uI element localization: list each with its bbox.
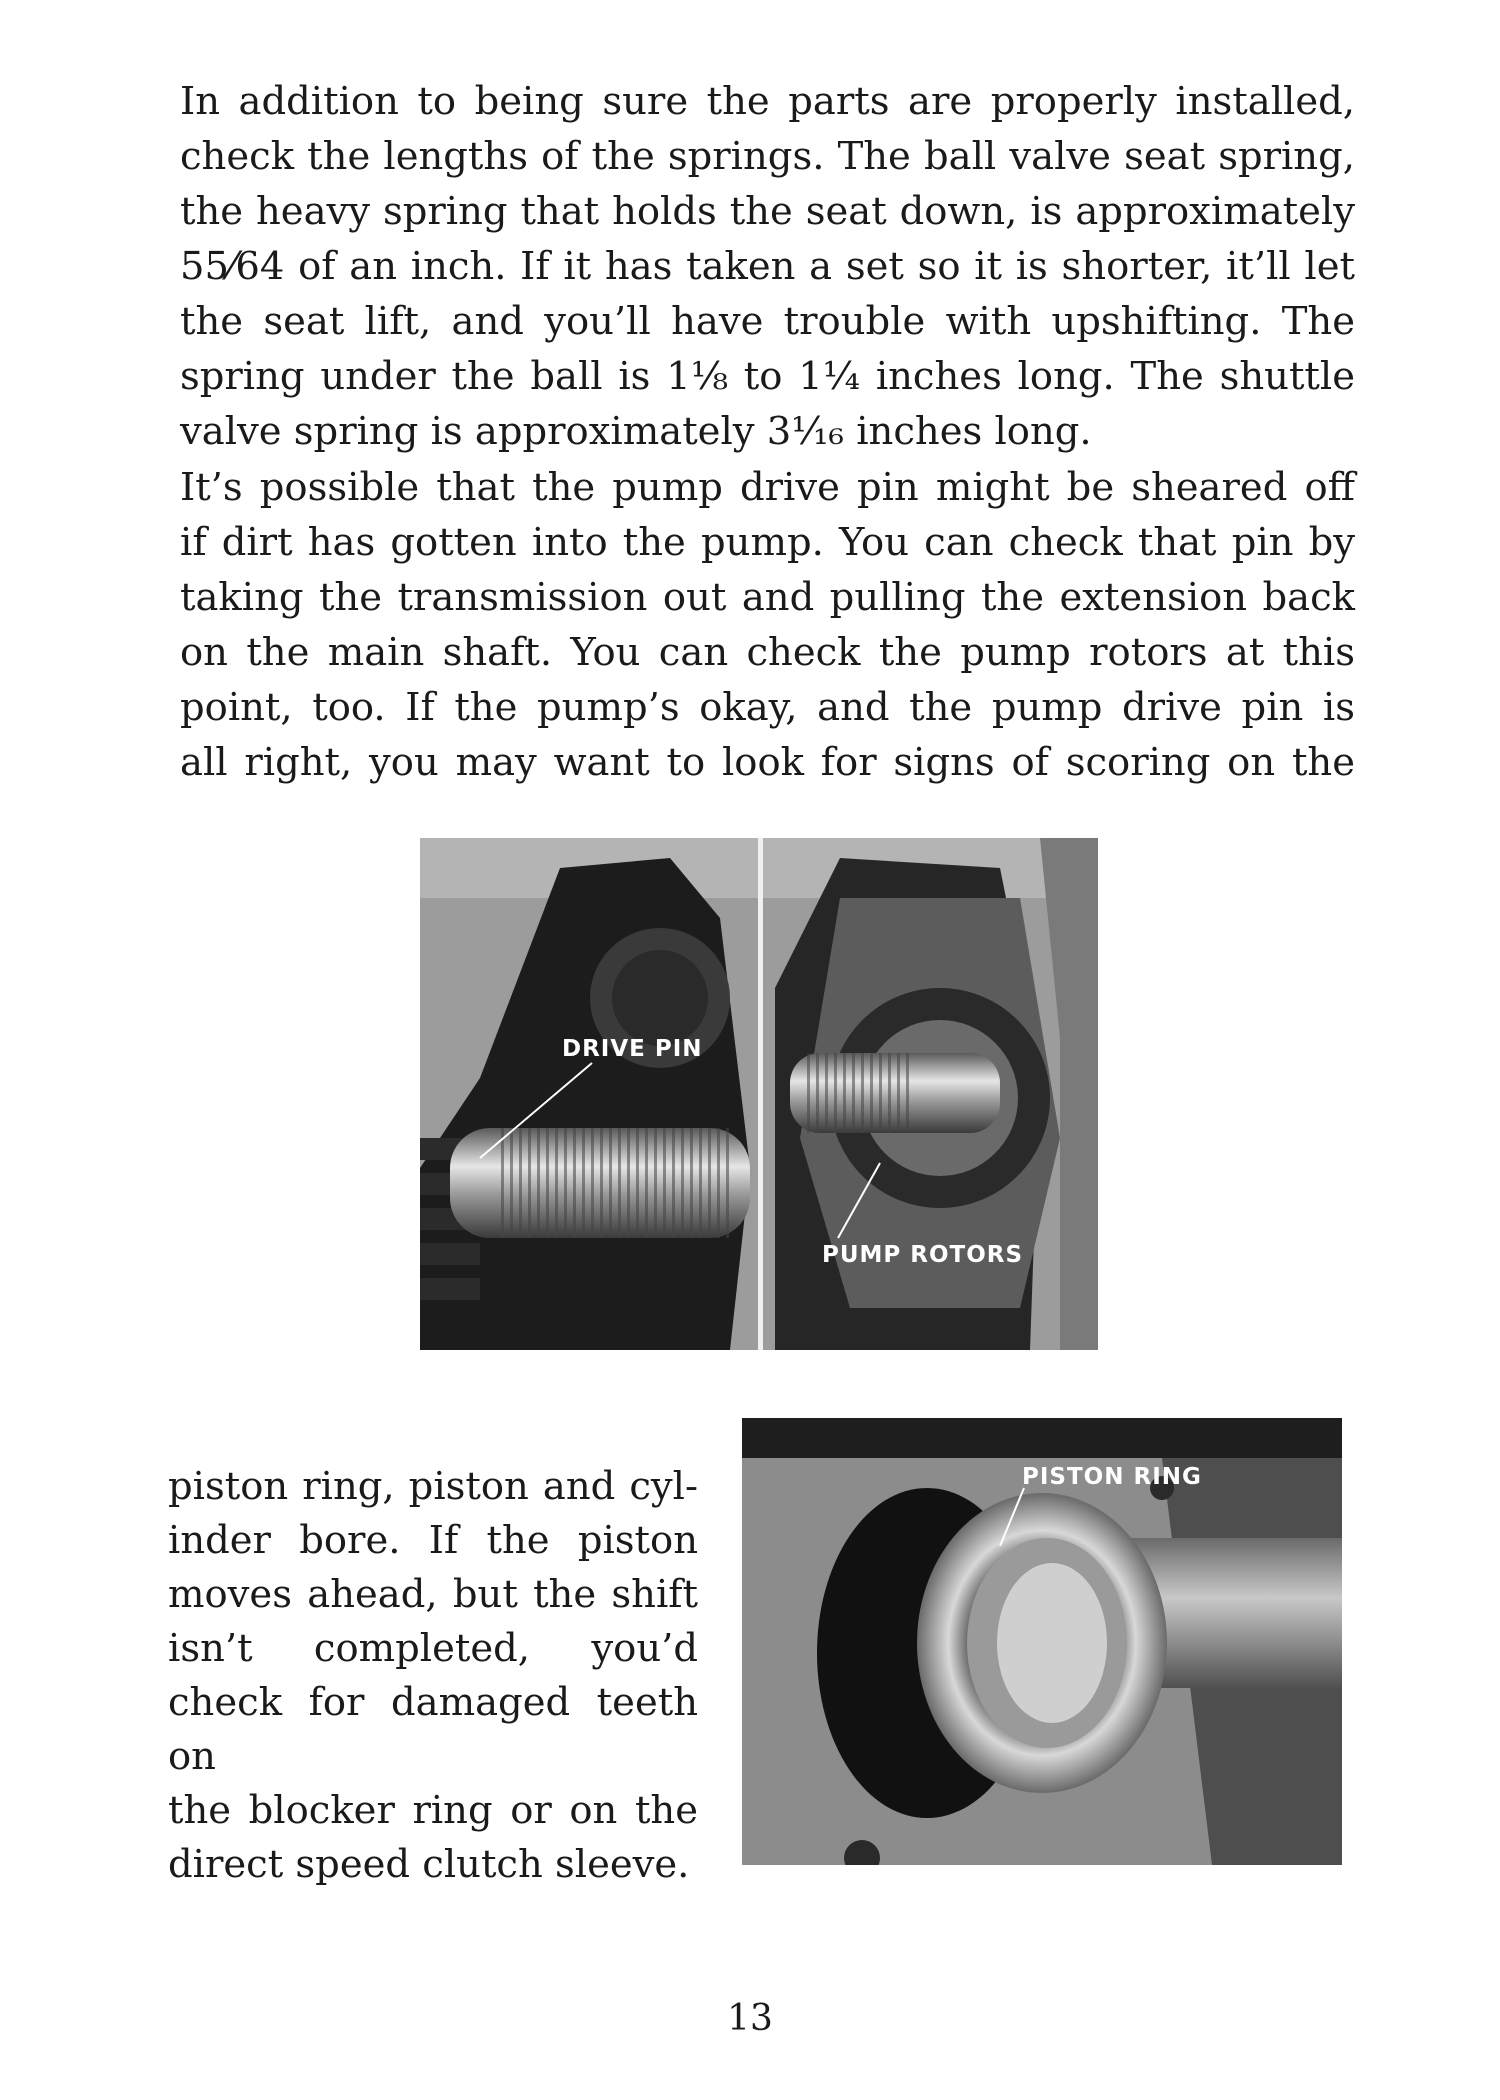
drive-pin-label: DRIVE PIN	[562, 1036, 703, 1062]
paragraph-1	[180, 74, 1355, 459]
paragraph-2	[180, 460, 1355, 790]
text-line: check the lengths of the springs. The ball valve seat spring,	[180, 134, 1355, 179]
text-line: isn’t completed, you’d	[168, 1626, 698, 1671]
text-line: 55⁄64 of an inch. If it has taken a set so it is shorter, it’ll let	[180, 244, 1355, 289]
text-line: the blocker ring or on the	[168, 1788, 698, 1833]
text-line: point, too. If the pump’s okay, and the pump drive pin is	[180, 685, 1355, 730]
text-line: valve spring is approximately 3¹⁄₁₆ inches long.	[180, 409, 1092, 454]
text-line: taking the transmission out and pulling the extension back	[180, 575, 1355, 620]
pump-rotors-label: PUMP ROTORS	[822, 1242, 1024, 1268]
photo-piston-ring	[742, 1418, 1342, 1865]
text-line: inder bore. If the piston	[168, 1518, 698, 1563]
text-line: check for damaged teeth on	[168, 1680, 698, 1779]
photo-1-illustration	[420, 838, 1098, 1350]
text-line: It’s possible that the pump drive pin might be sheared off	[180, 465, 1355, 510]
text-line: the seat lift, and you’ll have trouble with upshifting. The	[180, 299, 1355, 344]
text-line: moves ahead, but the shift	[168, 1572, 698, 1617]
text-line: spring under the ball is 1⅛ to 1¼ inches long. The shuttle	[180, 354, 1355, 399]
text-line: piston ring, piston and cyl-	[168, 1464, 698, 1509]
paragraph-3	[168, 1460, 698, 1892]
text-line: the heavy spring that holds the seat down, is approximately	[180, 189, 1355, 234]
text-line: direct speed clutch sleeve.	[168, 1842, 690, 1887]
text-line: all right, you may want to look for signs of scoring on the	[180, 740, 1355, 785]
page-number: 13	[727, 1998, 773, 2039]
photo-drive-pin-pump-rotors	[420, 838, 1098, 1350]
text-line: In addition to being sure the parts are properly installed,	[180, 79, 1355, 124]
text-line: on the main shaft. You can check the pump rotors at this	[180, 630, 1355, 675]
piston-ring-label: PISTON RING	[1022, 1464, 1202, 1490]
text-line: if dirt has gotten into the pump. You can check that pin by	[180, 520, 1355, 565]
